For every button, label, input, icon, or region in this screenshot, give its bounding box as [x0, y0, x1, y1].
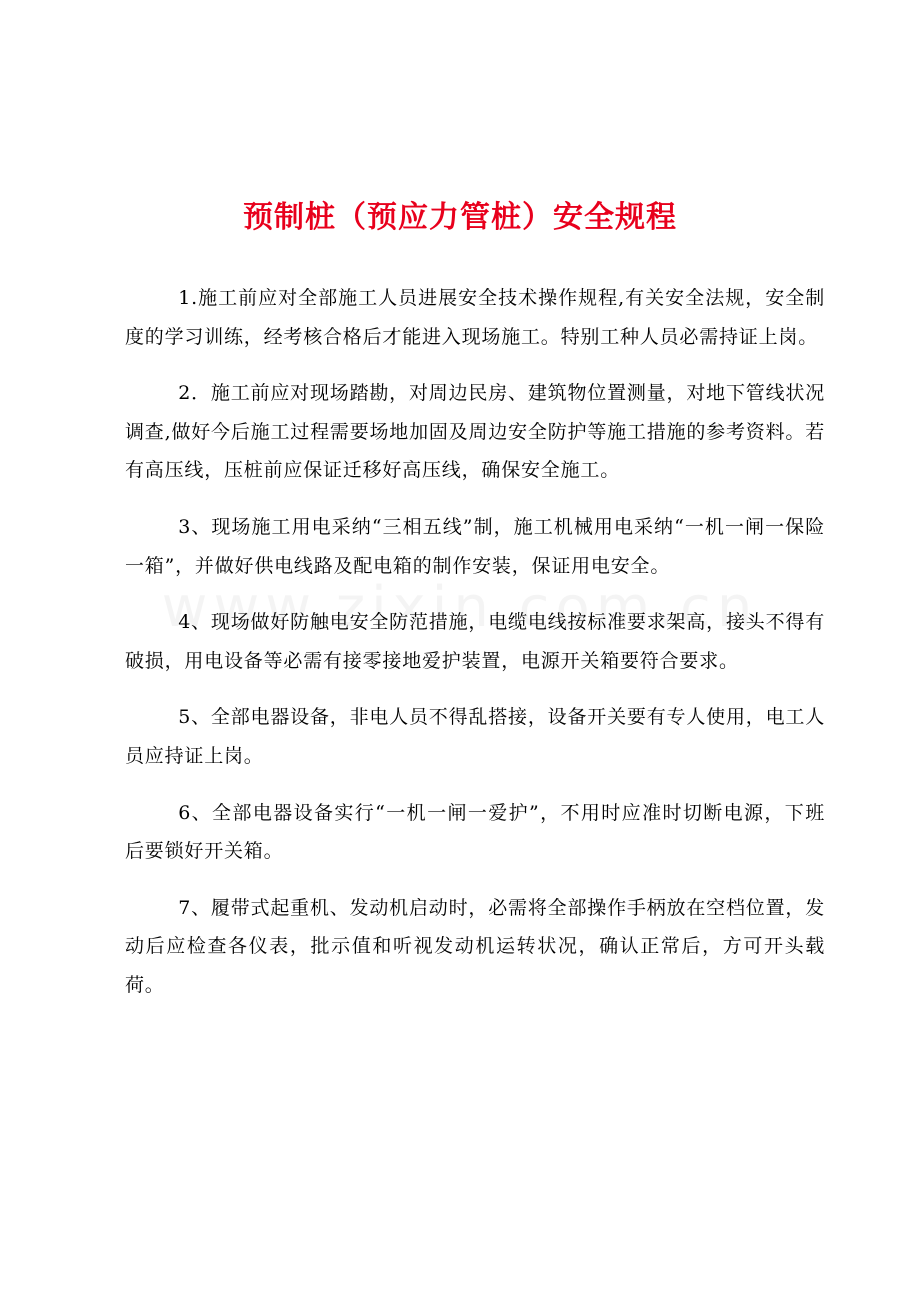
paragraph-4: 4、现场做好防触电安全防范措施，电缆电线按标准要求架高，接头不得有破损，用电设备等必需有接零接地爱护装置，电源开关箱要符合要求。: [125, 611, 825, 672]
paragraph-5: 5、全部电器设备，非电人员不得乱搭接，设备开关要有专人使用，电工人员应持证上岗。: [125, 706, 825, 767]
document-body: [125, 279, 825, 1023]
paragraph-3: 3、现场施工用电采纳“三相五线”制，施工机械用电采纳“一机一闸一保险一箱”，并做好供电线路及配电箱的制作安装，保证用电安全。: [125, 515, 825, 577]
paragraph-7: 7、履带式起重机、发动机启动时，必需将全部操作手柄放在空档位置，发动后应检查各仪表，批示值和听视发动机运转状况，确认正常后，方可开头载荷。: [125, 896, 825, 996]
document-title: 预制桩（预应力管桩）安全规程: [243, 200, 677, 235]
paragraph-2: 2．施工前应对现场踏勘，对周边民房、建筑物位置测量，对地下管线状况调查,做好今后施工过程需要场地加固及周边安全防护等施工措施的参考资料。若有高压线，压桩前应保证迁移好高压线，确保安全施工。: [125, 382, 825, 482]
paragraph-1: 1.施工前应对全部施工人员进展安全技术操作规程,有关安全法规，安全制度的学习训练，经考核合格后才能进入现场施工。特别工种人员必需持证上岗。: [125, 287, 825, 348]
paragraph-6: 6、全部电器设备实行“一机一闸一爱护”，不用时应准时切断电源，下班后要锁好开关箱。: [125, 801, 825, 863]
